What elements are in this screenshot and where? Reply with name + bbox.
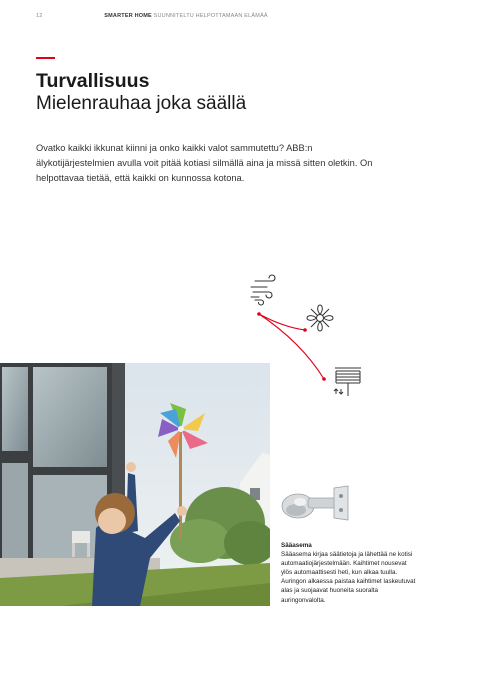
- page-title: Turvallisuus: [36, 70, 150, 92]
- caption-line: alas ja suojaavat huoneita suoralta: [281, 587, 378, 595]
- wind-icon: [251, 275, 275, 305]
- caption-line: Auringon alkaessa paistaa kaihtimet laskeutuvat: [281, 578, 416, 586]
- connector-dot: [303, 328, 307, 332]
- weather-station-caption: [281, 541, 441, 605]
- caption-title: Sääasema: [281, 542, 312, 549]
- header-tagline: SUUNNITELTU HELPOTTAMAAN ELÄMÄÄ: [153, 13, 268, 19]
- page-header: [36, 13, 268, 19]
- connector-line: [259, 314, 305, 330]
- accent-bar: [36, 57, 55, 59]
- connector-dot: [322, 377, 326, 381]
- child-pinwheel-photo: [0, 363, 270, 606]
- fan-icon: [307, 305, 333, 331]
- blinds-icon: [334, 368, 361, 396]
- connector-dot: [257, 312, 261, 316]
- weather-station-image: [278, 478, 352, 528]
- caption-line: ylös automaattisesti heti, kun alkaa tuulla.: [281, 569, 398, 577]
- caption-line: auringonvalolta.: [281, 596, 326, 604]
- page-number: 12: [36, 13, 43, 19]
- intro-paragraph: Ovatko kaikki ikkunat kiinni ja onko kaikki valot sammutettu? ABB:n älykotijärjestelmien avulla voit pitää kotiasi silmällä aina ja missä sitten oletkin. On helpottavaa tietää, että kaikki on kunnossa kotona.: [36, 143, 373, 184]
- page-subtitle: Mielenrauhaa joka säällä: [36, 93, 247, 114]
- caption-line: Sääasema kirjaa säätietoja ja lähettää ne kotisi: [281, 551, 413, 559]
- caption-line: automaatiojärjestelmään. Kaihtimet nousevat: [281, 560, 407, 568]
- header-brand: SMARTER HOME: [104, 13, 152, 19]
